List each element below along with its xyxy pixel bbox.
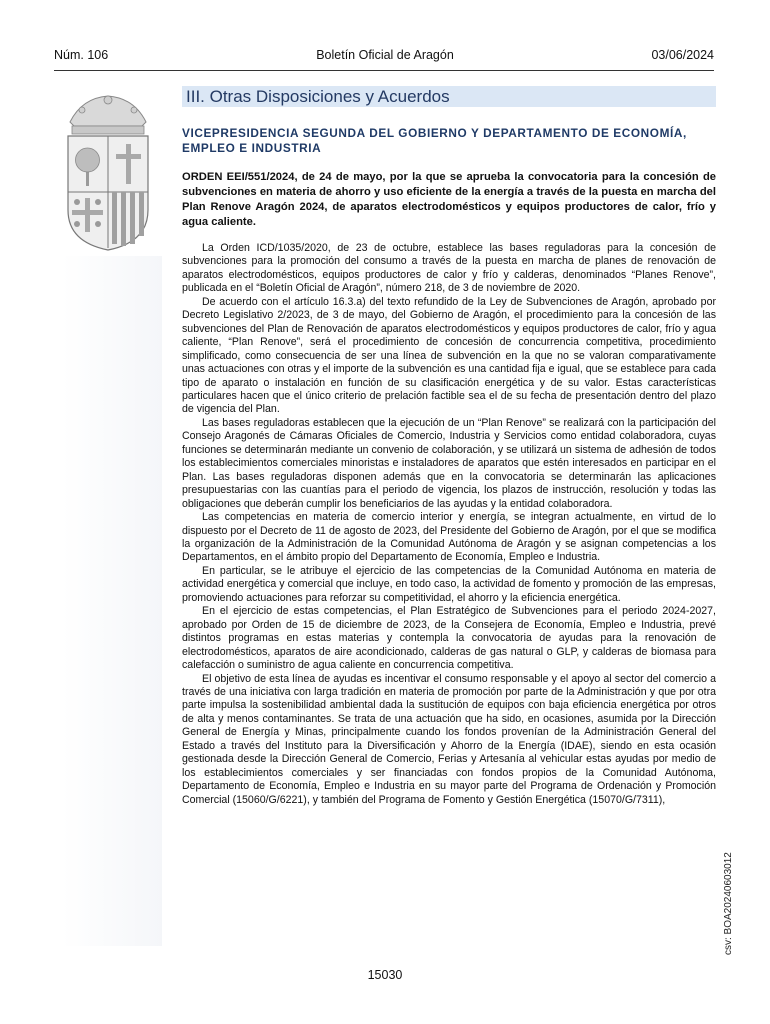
paragraph: De acuerdo con el artículo 16.3.a) del texto refundido de la Ley de Subvenciones de Aragón, aprobado por Decreto Legislativo 2/2023, de 3 de mayo, del Gobierno de Aragón, el procedimiento para la concesión de las subvenciones del Plan de Renovación de aparatos electrodomésticos y equipos productores de calor, frío y agua caliente, “Plan Renove”, será el procedimiento de concesión de concurrencia competitiva, procedimiento simplificado, como consecuencia de ser una línea de subvención en la que no se valoran comparativamente unas actuaciones con otras y el importe de la subvención es una cantidad fija e igual, que se establece para cada tipo de aparato o instalación en función de su clasificación energética y de su valor. Estas características particulares hacen que el único criterio de prelación factible sea el de su fecha de presentación dentro del plazo de vigencia del Plan.: [182, 295, 716, 416]
csv-code: csv: BOA20240603012: [723, 852, 734, 955]
header-date: 03/06/2024: [651, 48, 714, 62]
paragraph: La Orden ICD/1035/2020, de 23 de octubre, establece las bases reguladoras para la concesión de subvenciones para la promoción del consumo a través de la puesta en marcha de planes de renovación de aparatos electrodomésticos, equipos productores de calor y frío y calderas, denominados “Planes Renove”, publicada en el “Boletín Oficial de Aragón”, número 218, de 3 de noviembre de 2020.: [182, 242, 716, 295]
header-rule: [54, 70, 714, 71]
paragraph: En particular, se le atribuye el ejercicio de las competencias de la Comunidad Autónoma en materia de actividad energética y comercial que incluye, en todo caso, la actividad de fomento y promoción de las empresas, promoviendo actuaciones para reforzar su competitividad, el ahorro y la eficiencia energética.: [182, 564, 716, 604]
paragraph: En el ejercicio de estas competencias, el Plan Estratégico de Subvenciones para el periodo 2024-2027, aprobado por Orden de 15 de diciembre de 2023, de la Consejera de Economía, Empleo e Industria, prevé distintos programas en estas materias y contempla la convocatoria de ayudas para la renovación de electrodomésticos, aparatos de aire acondicionado, calderas de gas natural o GLP, y calderas de biomasa para calefacción o suministro de agua caliente en concurrencia competitiva.: [182, 605, 716, 672]
sidebar-fade: [62, 256, 162, 946]
coat-of-arms-aragon-icon: [62, 92, 154, 254]
department-heading: VICEPRESIDENCIA SEGUNDA DEL GOBIERNO Y DEPARTAMENTO DE ECONOMÍA, EMPLEO E INDUSTRIA: [182, 126, 687, 155]
paragraph: El objetivo de esta línea de ayudas es incentivar el consumo responsable y el apoyo al sector del comercio a través de una iniciativa con larga tradición en materia de promoción por parte de la Administración y que por otra parte impulsa la sostenibilidad ambiental dada la sustitución de equipos con baja eficiencia energética por otros de alta y menos contaminantes. Se trata de una actuación que ha sido, en ocasiones, asumida por la Dirección General de Energía y Minas, principalmente cuando los fondos provenían de la Administración General del Estado a través del Instituto para la Diversificación y Ahorro de la Energía (IDAE), siendo en esta ocasión gestionada desde la Dirección General de Comercio, Ferias y Artesanía al vehicular estas ayudas por medio de los establecimientos comerciales y ser financiadas con fondos propios de la Comunidad Autónoma, Departamento de Economía, Empleo e Industria en su mayor parte del Programa de Ordenación y Promoción Comercial (15060/G/6221), y también del Programa de Fomento y Gestión Energética (15070/G/7311),: [182, 672, 716, 806]
order-title: ORDEN EEI/551/2024, de 24 de mayo, por la que se aprueba la convocatoria para la concesión de subvenciones en materia de ahorro y uso eficiente de la energía a través de la puesta en marcha del Plan Renove Aragón 2024, de aparatos electrodomésticos y equipos productores de calor, frío y agua caliente.: [182, 171, 716, 228]
header-issue-number: Núm. 106: [54, 48, 109, 62]
paragraph: Las bases reguladoras establecen que la ejecución de un “Plan Renove” se realizará con la participación del Consejo Aragonés de Cámaras Oficiales de Comercio, Industria y Servicios como entidad colaboradora, cuyas funciones se determinarán mediante un convenio de colaboración, y se utilizará un sistema de adhesión de todos los establecimientos comerciales minoristas e instaladores de aparatos que estén interesados en participar en el Plan. Las bases reguladoras disponen además que en la convocatoria se determinarán las aplicaciones presupuestarias con las cuantías para el periodo de vigencia, los plazos de instrucción, resolución y todas las obligaciones que deberán cumplir los beneficiarios de las ayudas y la entidad colaboradora.: [182, 416, 716, 510]
section-title: III. Otras Disposiciones y Acuerdos: [186, 87, 450, 106]
document-body: [182, 242, 716, 807]
paragraph: Las competencias en materia de comercio interior y energía, se integran actualmente, en virtud de lo dispuesto por el Decreto de 11 de agosto de 2023, del Presidente del Gobierno de Aragón, por el que se modifica la organización de la Administración de la Comunidad Autónoma de Aragón y se asignan competencias a los Departamentos, en el ámbito propio del Departamento de Economía, Empleo e Industria.: [182, 511, 716, 564]
header-bulletin-name: Boletín Oficial de Aragón: [316, 48, 454, 62]
page-number: 15030: [367, 968, 403, 982]
